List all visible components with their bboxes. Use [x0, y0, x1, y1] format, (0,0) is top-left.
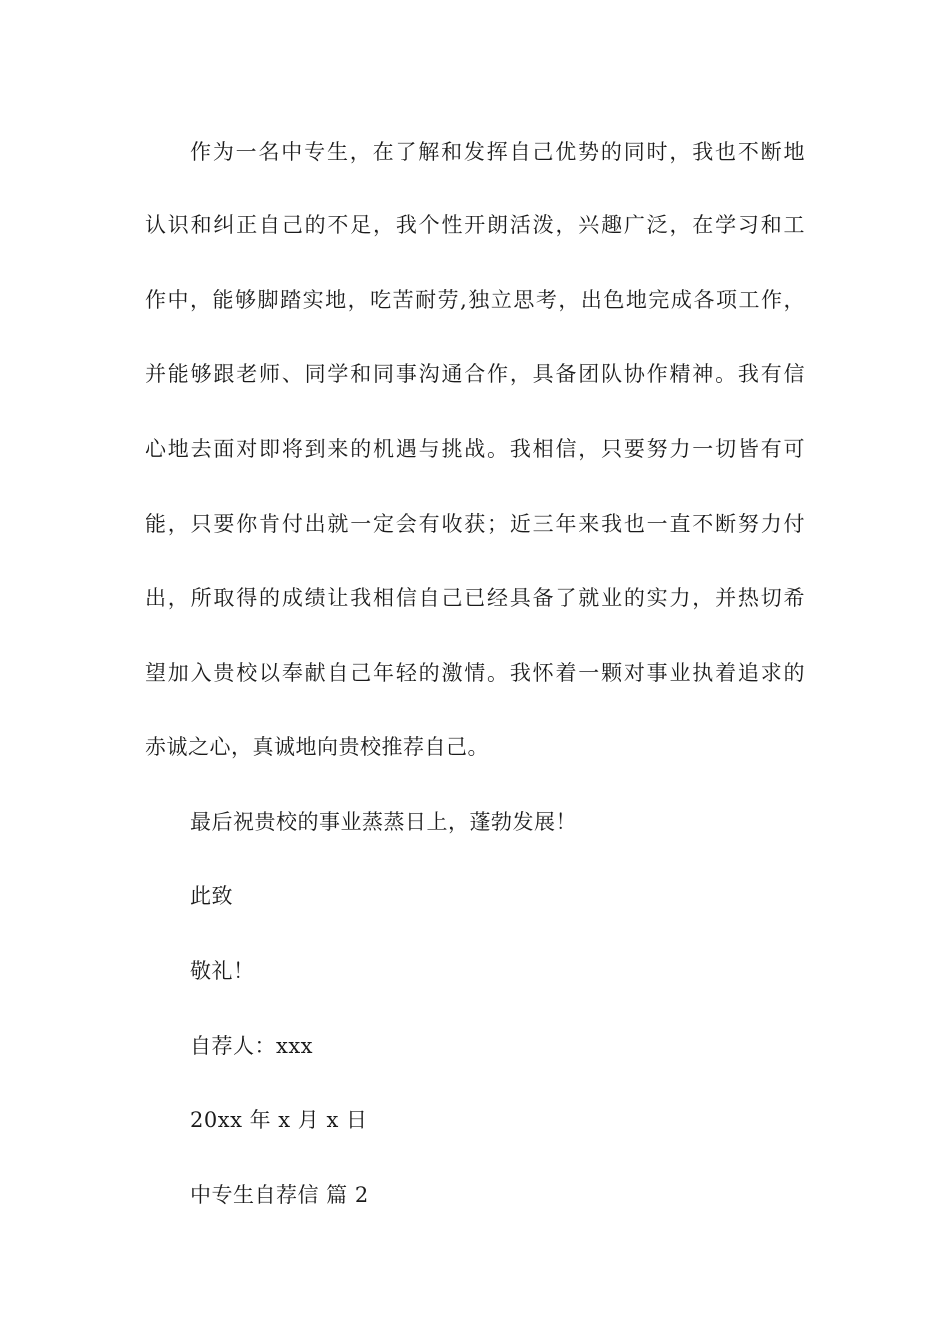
paragraph-line: 心地去面对即将到来的机遇与挑战。我相信，只要努力一切皆有可	[145, 437, 805, 461]
paragraph-line: 并能够跟老师、同学和同事沟通合作，具备团队协作精神。我有信	[145, 362, 805, 386]
closing-wish: 最后祝贵校的事业蒸蒸日上，蓬勃发展！	[190, 810, 577, 834]
paragraph-line: 作中，能够脚踏实地，吃苦耐劳,独立思考，出色地完成各项工作，	[145, 288, 805, 312]
paragraph-line: 作为一名中专生，在了解和发挥自己优势的同时，我也不断地	[190, 140, 805, 164]
signature-line: 自荐人：xxx	[190, 1034, 314, 1058]
date-line: 20xx 年 x 月 x 日	[190, 1108, 368, 1132]
paragraph-line: 能，只要你肯付出就一定会有收获；近三年来我也一直不断努力付	[145, 512, 805, 536]
paragraph-line: 认识和纠正自己的不足，我个性开朗活泼，兴趣广泛，在学习和工	[145, 213, 805, 237]
paragraph-line: 出，所取得的成绩让我相信自己已经具备了就业的实力，并热切希	[145, 586, 805, 610]
next-section-heading: 中专生自荐信 篇 2	[190, 1183, 369, 1207]
paragraph-line: 望加入贵校以奉献自己年轻的激情。我怀着一颗对事业执着追求的	[145, 661, 805, 685]
salutation-line-2: 敬礼！	[190, 959, 255, 983]
paragraph-line: 赤诚之心，真诚地向贵校推荐自己。	[145, 735, 489, 759]
salutation-line-1: 此致	[190, 884, 233, 908]
